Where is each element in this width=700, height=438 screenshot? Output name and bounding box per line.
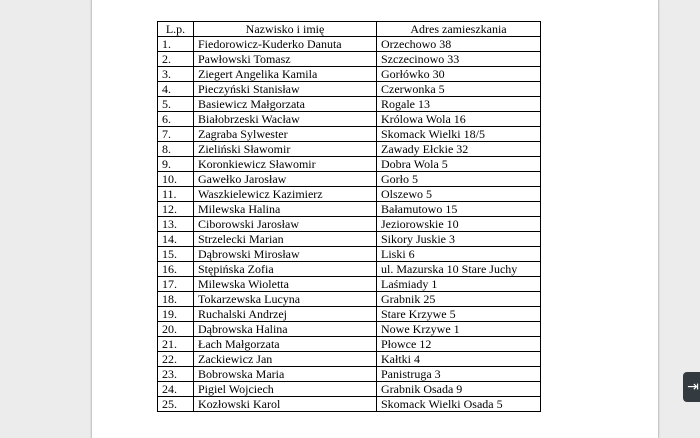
cell-address: ul. Mazurska 10 Stare Juchy [377, 262, 541, 277]
cell-lp: 19. [158, 307, 194, 322]
table-row [158, 292, 541, 307]
cell-name: Ziegert Angelika Kamila [194, 67, 377, 82]
cell-lp: 16. [158, 262, 194, 277]
cell-name: Waszkielewicz Kazimierz [194, 187, 377, 202]
cell-address: Gorłówko 30 [377, 67, 541, 82]
cell-name: Kozłowski Karol [194, 397, 377, 412]
table-header-row [158, 22, 541, 37]
cell-lp: 7. [158, 127, 194, 142]
cell-name: Zieliński Sławomir [194, 142, 377, 157]
cell-lp: 1. [158, 37, 194, 52]
cell-lp: 4. [158, 82, 194, 97]
cell-address: Panistruga 3 [377, 367, 541, 382]
table-row [158, 262, 541, 277]
cell-address: Dobra Wola 5 [377, 157, 541, 172]
cell-name: Dąbrowska Halina [194, 322, 377, 337]
cell-name: Koronkiewicz Sławomir [194, 157, 377, 172]
cell-name: Zackiewicz Jan [194, 352, 377, 367]
residents-table [157, 21, 541, 412]
cell-address: Płowce 12 [377, 337, 541, 352]
cell-name: Gawełko Jarosław [194, 172, 377, 187]
header-address: Adres zamieszkania [377, 22, 541, 37]
cell-address: Skomack Wielki 18/5 [377, 127, 541, 142]
cell-lp: 13. [158, 217, 194, 232]
cell-address: Olszewo 5 [377, 187, 541, 202]
cell-address: Nowe Krzywe 1 [377, 322, 541, 337]
cell-name: Milewska Halina [194, 202, 377, 217]
cell-lp: 8. [158, 142, 194, 157]
header-lp: L.p. [158, 22, 194, 37]
cell-address: Jeziorowskie 10 [377, 217, 541, 232]
table-row [158, 67, 541, 82]
cell-address: Kałtki 4 [377, 352, 541, 367]
cell-name: Łach Małgorzata [194, 337, 377, 352]
cell-address: Gorło 5 [377, 172, 541, 187]
cell-name: Pieczyński Stanisław [194, 82, 377, 97]
cell-address: Sikory Juskie 3 [377, 232, 541, 247]
cell-address: Bałamutowo 15 [377, 202, 541, 217]
table-row [158, 307, 541, 322]
cell-name: Tokarzewska Lucyna [194, 292, 377, 307]
table-row [158, 157, 541, 172]
cell-address: Skomack Wielki Osada 5 [377, 397, 541, 412]
cell-address: Orzechowo 38 [377, 37, 541, 52]
cell-lp: 9. [158, 157, 194, 172]
cell-address: Grabnik 25 [377, 292, 541, 307]
table-row [158, 172, 541, 187]
cell-lp: 2. [158, 52, 194, 67]
cell-name: Fiedorowicz-Kuderko Danuta [194, 37, 377, 52]
cell-address: Zawady Ełckie 32 [377, 142, 541, 157]
table-row [158, 127, 541, 142]
cell-address: Liski 6 [377, 247, 541, 262]
table-row [158, 232, 541, 247]
cell-lp: 18. [158, 292, 194, 307]
table-row [158, 277, 541, 292]
table-row [158, 97, 541, 112]
cell-name: Stępińska Zofia [194, 262, 377, 277]
cell-lp: 25. [158, 397, 194, 412]
cell-address: Rogale 13 [377, 97, 541, 112]
cell-address: Czerwonka 5 [377, 82, 541, 97]
table-row [158, 187, 541, 202]
cell-lp: 24. [158, 382, 194, 397]
cell-name: Milewska Wioletta [194, 277, 377, 292]
cell-name: Ruchalski Andrzej [194, 307, 377, 322]
cell-lp: 15. [158, 247, 194, 262]
table-row [158, 337, 541, 352]
cell-lp: 14. [158, 232, 194, 247]
cell-lp: 11. [158, 187, 194, 202]
table-row [158, 112, 541, 127]
cell-address: Laśmiady 1 [377, 277, 541, 292]
cell-address: Szczecinowo 33 [377, 52, 541, 67]
table-row [158, 142, 541, 157]
table-row [158, 247, 541, 262]
table-row [158, 202, 541, 217]
cell-lp: 5. [158, 97, 194, 112]
cell-name: Bobrowska Maria [194, 367, 377, 382]
cell-lp: 22. [158, 352, 194, 367]
cell-lp: 6. [158, 112, 194, 127]
table-row [158, 397, 541, 412]
cell-name: Dąbrowski Mirosław [194, 247, 377, 262]
cell-name: Pawłowski Tomasz [194, 52, 377, 67]
document-page [91, 0, 659, 438]
exit-icon[interactable]: ⇥ [683, 372, 700, 402]
cell-lp: 17. [158, 277, 194, 292]
cell-name: Białobrzeski Wacław [194, 112, 377, 127]
table-row [158, 352, 541, 367]
cell-lp: 12. [158, 202, 194, 217]
cell-name: Pigiel Wojciech [194, 382, 377, 397]
table-row [158, 382, 541, 397]
cell-lp: 3. [158, 67, 194, 82]
cell-address: Grabnik Osada 9 [377, 382, 541, 397]
cell-lp: 23. [158, 367, 194, 382]
cell-name: Strzelecki Marian [194, 232, 377, 247]
table-row [158, 367, 541, 382]
cell-name: Zagraba Sylwester [194, 127, 377, 142]
cell-lp: 10. [158, 172, 194, 187]
table-row [158, 52, 541, 67]
cell-address: Stare Krzywe 5 [377, 307, 541, 322]
table-row [158, 82, 541, 97]
cell-name: Ciborowski Jarosław [194, 217, 377, 232]
header-name: Nazwisko i imię [194, 22, 377, 37]
table-row [158, 37, 541, 52]
cell-lp: 20. [158, 322, 194, 337]
table-row [158, 322, 541, 337]
cell-lp: 21. [158, 337, 194, 352]
cell-address: Królowa Wola 16 [377, 112, 541, 127]
cell-name: Basiewicz Małgorzata [194, 97, 377, 112]
table-row [158, 217, 541, 232]
